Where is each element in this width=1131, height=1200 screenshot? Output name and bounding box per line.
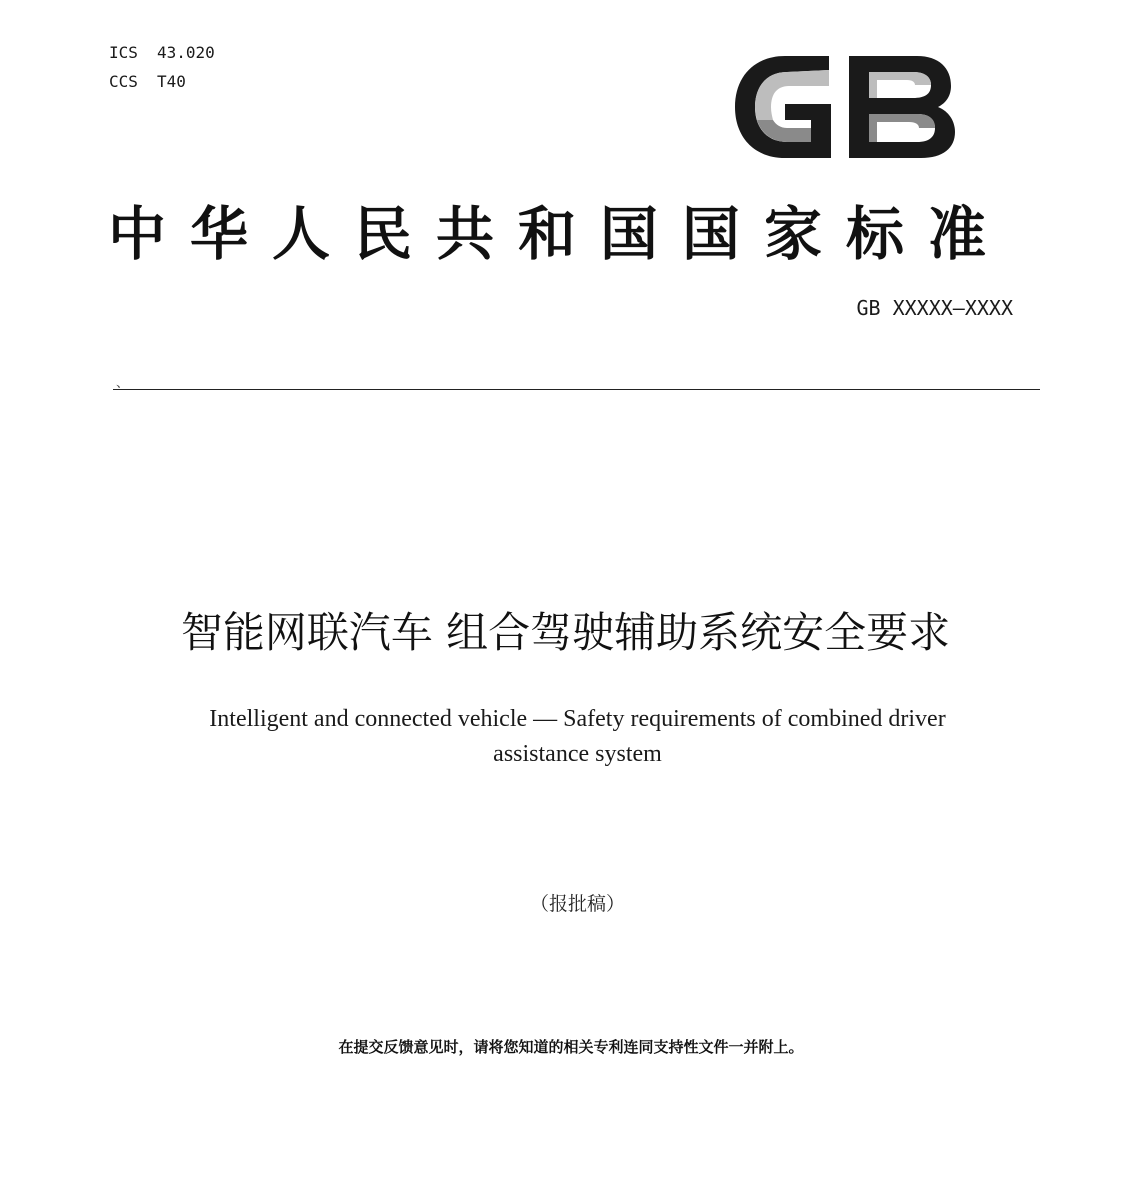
logo-letter-b <box>849 56 955 158</box>
issuing-organization: 中华人民共和国国家标准 <box>108 200 1011 268</box>
rule-mark: 、 <box>116 376 130 391</box>
document-title-english <box>0 702 1131 772</box>
document-title-chinese: 智能网联汽车 组合驾驶辅助系统安全要求 <box>180 608 951 657</box>
classification-codes <box>109 38 215 96</box>
english-title-line-1: Intelligent and connected vehicle — Safety requirements of combined driver <box>209 706 946 732</box>
ics-label: ICS <box>109 43 138 62</box>
ccs-value: T40 <box>157 72 186 91</box>
draft-status: （报批稿） <box>529 893 625 915</box>
ics-value: 43.020 <box>157 43 215 62</box>
gb-logo <box>727 50 959 164</box>
logo-letter-g <box>735 56 831 158</box>
english-title-line-2: assistance system <box>493 741 662 767</box>
ccs-row <box>109 67 215 96</box>
standard-number: GB XXXXX—XXXX <box>856 296 1013 320</box>
header-divider <box>113 389 1040 390</box>
ics-row <box>109 38 215 67</box>
ccs-label: CCS <box>109 72 138 91</box>
patent-notice: 在提交反馈意见时，请将您知道的相关专利连同支持性文件一并附上。 <box>338 1038 804 1056</box>
